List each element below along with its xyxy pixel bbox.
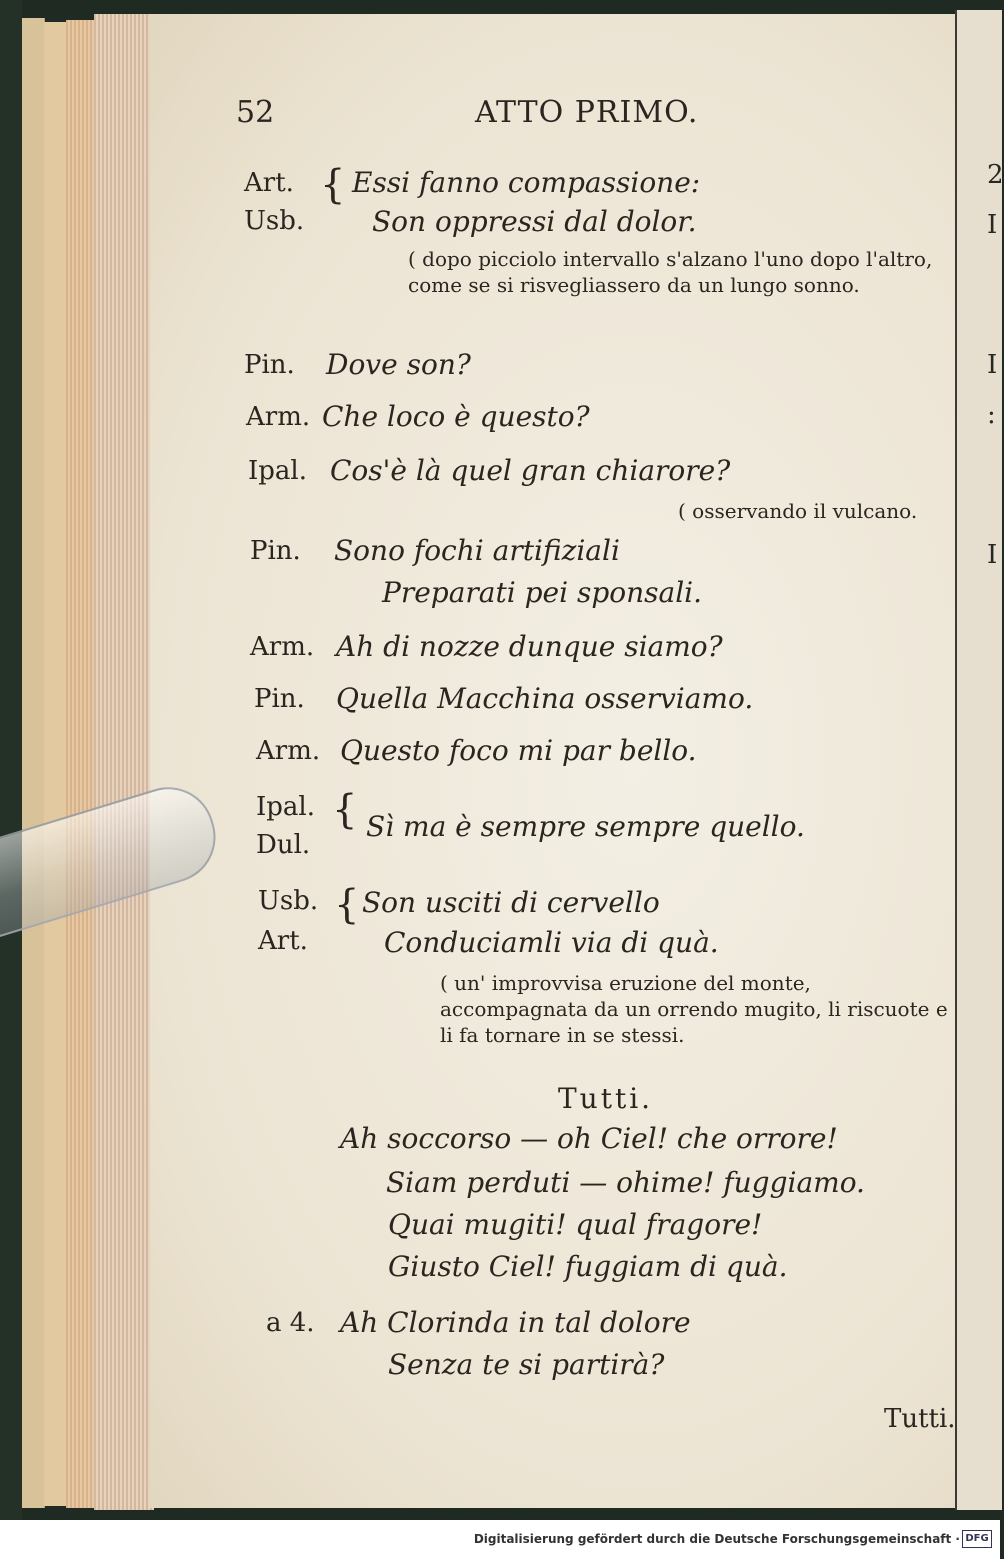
verse-line: Conduciamli via di quà. xyxy=(384,926,719,959)
background-edge xyxy=(0,0,22,1520)
page-number: 52 xyxy=(236,95,275,130)
speaker-label: Arm. xyxy=(246,402,311,432)
verse-line: Essi fanno compassione: xyxy=(352,166,701,199)
page-edges xyxy=(66,20,94,1508)
verse-line: Quai mugiti! qual fragore! xyxy=(388,1208,763,1241)
verse-line: Ah Clorinda in tal dolore xyxy=(340,1306,691,1339)
brace: { xyxy=(320,162,346,208)
verse-line: Questo foco mi par bello. xyxy=(340,734,697,767)
verse-line: Sì ma è sempre sempre quello. xyxy=(366,810,805,843)
page-edges xyxy=(44,22,67,1506)
stage-direction: ( un' improvvisa eruzione del monte, accompagnata da un orrendo mugito, li riscuote e li fa tornare in se stessi. xyxy=(440,971,948,1047)
verse-line: Giusto Ciel! fuggiam di quà. xyxy=(388,1250,788,1283)
running-title: ATTO PRIMO. xyxy=(475,95,699,130)
speaker-label: Pin. xyxy=(244,350,295,380)
speaker-label: Usb. xyxy=(258,886,319,916)
brace: { xyxy=(332,787,358,833)
verse-line: Dove son? xyxy=(326,348,471,381)
speaker-label: Ipal. xyxy=(248,456,307,486)
verse-line: Cos'è là quel gran chiarore? xyxy=(330,454,731,487)
verse-line: Preparati pei sponsali. xyxy=(382,576,703,609)
speaker-label: Art. xyxy=(258,926,308,956)
speaker-label: a 4. xyxy=(266,1308,315,1338)
speaker-label: Pin. xyxy=(254,684,305,714)
speaker-label: Arm. xyxy=(256,736,321,766)
stage-direction: ( osservando il vulcano. xyxy=(678,499,918,523)
verse-line: Siam perduti — ohime! fuggiamo. xyxy=(386,1166,865,1199)
speaker-label: Arm. xyxy=(250,632,315,662)
section-heading: Tutti. xyxy=(558,1082,654,1115)
speaker-label: Pin. xyxy=(250,536,301,566)
footer-bar xyxy=(0,1520,1000,1559)
facing-page-edge: 2 I I : I xyxy=(955,10,1002,1510)
page-edges xyxy=(22,18,45,1508)
verse-line: Che loco è questo? xyxy=(322,400,590,433)
dfg-logo-icon: DFG xyxy=(962,1530,992,1548)
verse-line: Ah di nozze dunque siamo? xyxy=(336,630,723,663)
catchword: Tutti. xyxy=(884,1404,956,1434)
verse-line: Quella Macchina osserviamo. xyxy=(336,682,754,715)
brace: { xyxy=(334,882,360,928)
speaker-label: Art. xyxy=(244,168,294,198)
speaker-label: Usb. xyxy=(244,206,305,236)
footer-credit: Digitalisierung gefördert durch die Deutsche Forschungsgemeinschaft · xyxy=(473,1532,960,1546)
verse-line: Ah soccorso — oh Ciel! che orrore! xyxy=(340,1122,838,1155)
page-edges xyxy=(94,14,154,1510)
speaker-label: Ipal. xyxy=(256,792,315,822)
speaker-label: Dul. xyxy=(256,830,311,860)
stage-direction: ( dopo picciolo intervallo s'alzano l'uno dopo l'altro, come se si risvegliassero da un lungo sonno. xyxy=(408,247,933,297)
verse-line: Son usciti di cervello xyxy=(362,886,660,919)
verse-line: Son oppressi dal dolor. xyxy=(372,205,697,238)
verse-line: Sono fochi artifiziali xyxy=(334,534,620,567)
verse-line: Senza te si partirà? xyxy=(388,1348,665,1381)
